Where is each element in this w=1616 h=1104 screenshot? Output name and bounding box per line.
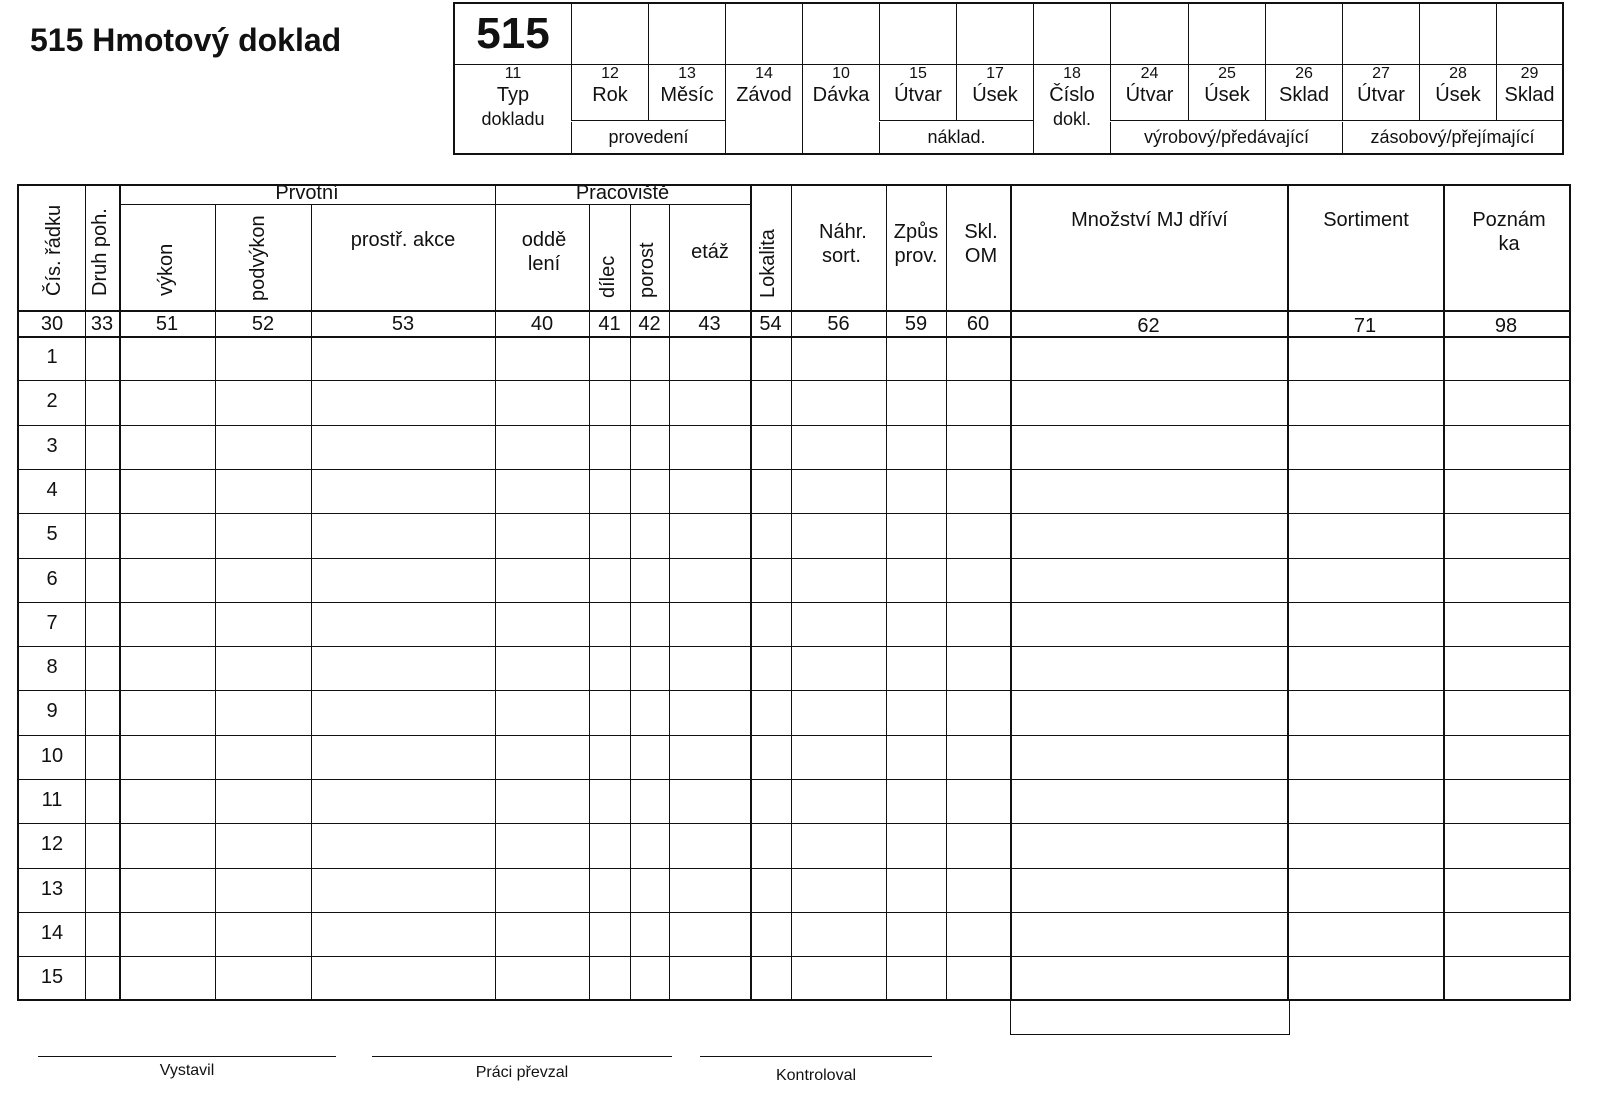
group-pracoviste: Pracoviště	[575, 182, 670, 204]
hdr-porost: porost	[636, 242, 658, 298]
hdr-name: Měsíc	[660, 84, 714, 106]
hdr-name: Úsek	[1435, 84, 1481, 106]
hdr-num: 27	[1372, 65, 1390, 82]
col-divider	[495, 186, 496, 999]
hdr-vykon: výkon	[155, 243, 177, 296]
hdr-name: Závod	[736, 84, 792, 106]
header-divider	[1110, 120, 1562, 121]
hdr-group-vyrobovy: výrobový/předávající	[1110, 122, 1342, 153]
hdr-num: 29	[1520, 65, 1539, 82]
utvar-vyrob-box[interactable]	[1110, 4, 1188, 64]
hdr-col-zavod	[725, 65, 802, 153]
col-num: 60	[966, 313, 990, 335]
row-divider	[19, 956, 1569, 957]
hdr-name: Úsek	[1204, 84, 1250, 106]
row-number: 8	[46, 656, 58, 679]
col-num: 71	[1353, 315, 1377, 337]
hdr-col-utvar-vyrob	[1110, 65, 1188, 120]
usek-vyrob-box[interactable]	[1188, 4, 1265, 64]
hdr-dilec: dílec	[597, 255, 619, 298]
row-divider	[19, 690, 1569, 691]
hdr-col-cislo	[1033, 65, 1110, 153]
row-number: 2	[46, 390, 58, 413]
row-number: 12	[40, 833, 64, 856]
col-num: 40	[530, 313, 554, 335]
hdr-name: Úsek	[972, 84, 1018, 106]
hdr-num: 17	[986, 65, 1004, 82]
col-num: 54	[759, 313, 782, 335]
hdr-num: 15	[909, 65, 927, 82]
row-number: 7	[46, 611, 58, 634]
zavod-box[interactable]	[725, 4, 802, 64]
page-title: 515 Hmotový doklad	[30, 22, 342, 58]
row-number: 6	[46, 567, 58, 590]
hdr-mnozstvi: Množství MJ dříví	[1071, 209, 1228, 231]
usek-zasob-box[interactable]	[1419, 4, 1496, 64]
hdr-num: 18	[1063, 65, 1081, 82]
hdr-poznamka: Poznám ka	[1472, 209, 1546, 255]
hdr-sub: dokladu	[481, 109, 545, 129]
row-divider	[19, 469, 1569, 470]
hdr-skl-om: Skl. OM	[964, 221, 998, 267]
hdr-col-usek-zasob	[1419, 65, 1496, 120]
row-number: 15	[40, 966, 64, 989]
row-divider	[19, 735, 1569, 736]
rok-box[interactable]	[571, 4, 648, 64]
mnozstvi-total-box[interactable]	[1010, 1000, 1290, 1035]
col-divider	[1287, 186, 1289, 999]
col-divider	[946, 186, 947, 999]
hdr-nahr-sort: Náhr. sort.	[819, 221, 867, 267]
hdr-name: Útvar	[1357, 84, 1405, 106]
header-divider	[879, 120, 1033, 121]
hdr-name: Sklad	[1504, 84, 1555, 106]
davka-box[interactable]	[802, 4, 879, 64]
row-divider	[19, 912, 1569, 913]
sklad-zasob-box[interactable]	[1496, 4, 1562, 64]
hdr-group-naklad: náklad.	[879, 122, 1033, 153]
col-divider	[1010, 186, 1012, 999]
row-divider	[19, 425, 1569, 426]
hdr-col-typ	[455, 65, 571, 153]
utvar-zasob-box[interactable]	[1342, 4, 1419, 64]
hdr-druh-poh: Druh poh.	[89, 208, 111, 296]
hdr-num: 25	[1218, 65, 1236, 82]
col-num: 33	[90, 313, 114, 335]
row-number: 1	[46, 346, 58, 368]
col-num: 51	[155, 313, 179, 335]
signature-line-prevzal[interactable]	[372, 1056, 672, 1057]
hdr-col-sklad-vyrob	[1265, 65, 1342, 120]
hdr-name: Dávka	[812, 84, 870, 106]
col-num: 59	[904, 313, 928, 335]
row-divider	[19, 868, 1569, 869]
row-divider	[19, 779, 1569, 780]
col-num: 52	[251, 313, 275, 335]
row-divider	[19, 513, 1569, 514]
col-num: 42	[638, 313, 661, 335]
row-divider	[19, 602, 1569, 603]
row-number: 5	[46, 523, 58, 546]
hdr-name: Sklad	[1278, 84, 1330, 106]
col-divider	[886, 186, 887, 999]
hdr-podvykon: podvýkon	[247, 215, 269, 301]
hdr-etaz: etáž	[691, 241, 729, 263]
sklad-vyrob-box[interactable]	[1265, 4, 1342, 64]
hdr-num: 24	[1140, 65, 1159, 82]
row-number: 10	[40, 744, 64, 767]
row-number: 9	[46, 700, 58, 723]
group-prvotni: Prvotní	[275, 182, 339, 204]
hdr-num: 12	[601, 65, 619, 82]
row-divider	[19, 646, 1569, 647]
hdr-sub: dokl.	[1052, 109, 1092, 129]
col-num: 98	[1494, 315, 1518, 337]
col-num: 43	[698, 313, 721, 335]
usek-naklad-box[interactable]	[956, 4, 1033, 64]
mesic-box[interactable]	[648, 4, 725, 64]
col-num: 30	[40, 313, 64, 335]
col-divider	[1443, 186, 1445, 999]
hdr-col-rok	[571, 65, 648, 120]
col-num: 62	[1137, 315, 1160, 337]
row-divider	[19, 558, 1569, 559]
hdr-num: 14	[755, 65, 773, 82]
hdr-col-sklad-zasob	[1496, 65, 1562, 120]
row-divider	[19, 380, 1569, 381]
hdr-col-utvar-naklad	[879, 65, 956, 120]
signature-label-prevzal: Práci převzal	[475, 1064, 569, 1081]
document-header-table	[453, 2, 1564, 155]
hdr-col-davka	[802, 65, 879, 153]
col-divider	[119, 186, 121, 999]
hdr-num: 13	[678, 65, 696, 82]
hdr-name: Útvar	[1125, 84, 1174, 106]
cislo-dokl-box[interactable]	[1033, 4, 1110, 64]
signature-label-kontroloval: Kontroloval	[775, 1067, 857, 1084]
main-data-table	[17, 184, 1571, 1001]
col-num: 41	[598, 313, 621, 335]
utvar-naklad-box[interactable]	[879, 4, 956, 64]
col-num: 56	[827, 313, 850, 335]
hdr-cis-radku: Čís. řádku	[43, 204, 65, 296]
hdr-sortiment: Sortiment	[1323, 209, 1409, 231]
document-type-number: 515	[476, 9, 550, 58]
row-divider	[19, 823, 1569, 824]
hdr-col-usek-naklad	[956, 65, 1033, 120]
col-divider	[791, 186, 792, 999]
signature-label-vystavil: Vystavil	[159, 1062, 215, 1079]
hdr-name: Typ	[496, 84, 530, 106]
row-number: 14	[40, 921, 64, 944]
hdr-name: Rok	[592, 84, 628, 106]
hdr-col-usek-vyrob	[1188, 65, 1265, 120]
hdr-group-zasobovy: zásobový/přejímající	[1342, 122, 1562, 153]
hdr-col-utvar-zasob	[1342, 65, 1419, 120]
signature-line-kontroloval[interactable]	[700, 1056, 932, 1057]
hdr-num: 28	[1449, 65, 1467, 82]
hdr-num: 26	[1295, 65, 1313, 82]
row-number: 3	[46, 434, 58, 457]
hdr-group-provedeni: provedení	[571, 122, 725, 153]
hdr-lokalita: Lokalita	[757, 229, 779, 298]
hdr-name: Útvar	[894, 84, 942, 106]
row-number: 13	[40, 877, 64, 900]
hdr-zpus-prov: Způs prov.	[893, 221, 939, 267]
hdr-num: 11	[504, 65, 522, 82]
row-number: 11	[41, 789, 63, 811]
hdr-name: Číslo	[1049, 84, 1095, 106]
row-number: 4	[46, 478, 58, 501]
header-divider	[571, 120, 725, 121]
col-divider	[85, 186, 86, 999]
col-num: 53	[391, 313, 415, 335]
signature-line-vystavil[interactable]	[38, 1056, 336, 1057]
col-divider	[750, 186, 752, 999]
hdr-oddeleni: oddě lení	[521, 229, 567, 275]
hdr-col-mesic	[648, 65, 725, 120]
hdr-prostr-akce: prostř. akce	[350, 229, 456, 251]
hdr-num: 10	[832, 65, 850, 82]
